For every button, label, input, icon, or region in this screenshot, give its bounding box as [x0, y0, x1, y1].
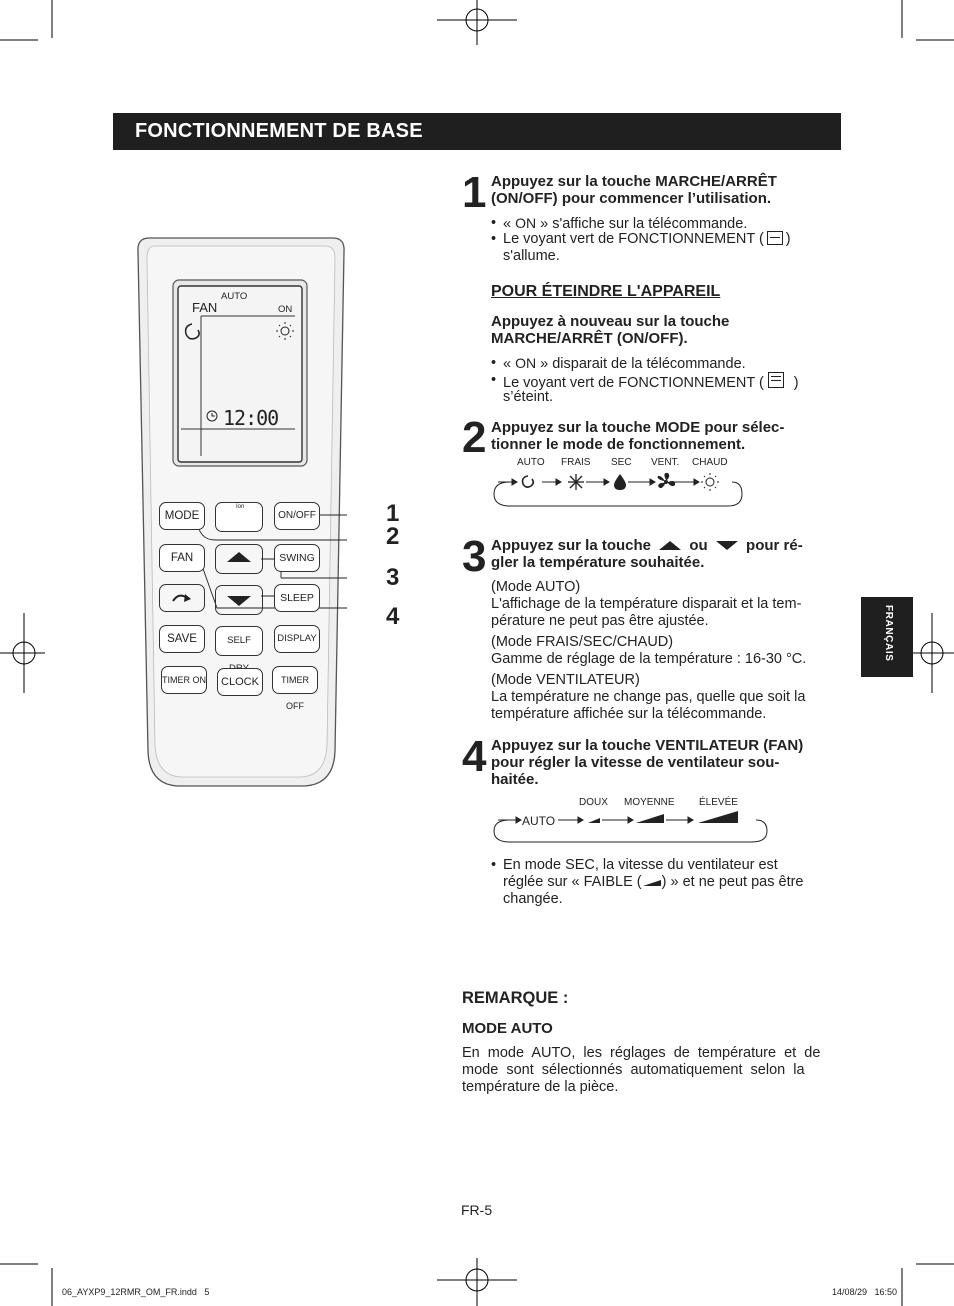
page-number: FR-5: [461, 1202, 493, 1218]
step-1-bullet-1: • « ON » s'affiche sur la télécommande.: [491, 215, 748, 232]
fan-speed-high-icon: [698, 811, 738, 823]
speed-label-auto: AUTO: [522, 814, 556, 828]
step-1-bullet-3: • « ON » disparait de la télécommande.: [491, 355, 746, 372]
step-3-vent-desc-line1: La température ne change pas, quelle que soit la: [491, 689, 806, 705]
fan-low-icon: [642, 877, 662, 887]
mode-label-vent: VENT.: [651, 457, 680, 468]
step-3-mode-vent: (Mode VENTILATEUR): [491, 672, 640, 688]
display-on: ON: [278, 304, 293, 315]
step-3-number: 3: [462, 532, 487, 581]
step-3-vent-desc-line2: température affichée sur la télécommande.: [491, 706, 767, 722]
turn-off-heading: POUR ÉTEINDRE L'APPAREIL: [491, 283, 721, 300]
timer-on-button-label: TIMER ON: [162, 675, 206, 685]
turn-off-title-line2: MARCHE/ARRÊT (ON/OFF).: [491, 330, 688, 347]
on-indicator: ON: [515, 215, 537, 231]
language-tab-label: FRANÇAIS: [883, 605, 894, 662]
step-3-title-line2: gler la température souhaitée.: [491, 554, 705, 571]
mode-label-auto: AUTO: [517, 457, 545, 468]
mode-label-chaud: CHAUD: [692, 457, 728, 468]
ion-button[interactable]: [215, 502, 263, 532]
turbo-button[interactable]: [159, 584, 205, 612]
step-1-title-line1: Appuyez sur la touche MARCHE/ARRÊT: [491, 173, 777, 190]
fan-mode-icon: [658, 473, 676, 488]
heat-mode-icon: [701, 473, 719, 491]
auto-mode-icon: [523, 476, 534, 487]
remark-subheading: MODE AUTO: [462, 1020, 553, 1037]
language-tab: [861, 597, 913, 677]
down-arrow-icon: [714, 539, 740, 551]
clock-button-label: CLOCK: [221, 676, 259, 688]
timer-off-button[interactable]: [272, 666, 318, 711]
mode-label-frais: FRAIS: [561, 457, 591, 468]
step-4-title-line2: pour régler la vitesse de ventilateur sou-: [491, 754, 780, 771]
callout-3: 3: [386, 564, 400, 591]
sleep-button-label: SLEEP: [280, 592, 314, 604]
step-4-title-line1: Appuyez sur la touche VENTILATEUR (FAN): [491, 737, 804, 754]
remark-line3: température de la pièce.: [462, 1079, 619, 1095]
operation-lamp-icon-off: [768, 372, 784, 388]
mode-label-sec: SEC: [611, 457, 632, 468]
remote-control: [135, 236, 347, 792]
display-button[interactable]: [274, 625, 320, 653]
mode-cycle-diagram: [490, 470, 750, 510]
temp-up-button[interactable]: [215, 544, 263, 574]
save-button-label: SAVE: [167, 633, 197, 645]
self-dry-button[interactable]: [215, 626, 263, 656]
fan-speed-low-icon: [588, 818, 600, 823]
operation-lamp-icon: [767, 231, 783, 245]
step-3-temp-range: Gamme de réglage de la température : 16-30 °C.: [491, 651, 807, 667]
display-auto: AUTO: [221, 291, 248, 302]
step-2-number: 2: [462, 413, 487, 462]
save-button[interactable]: [159, 625, 205, 653]
fan-speed-diagram: [490, 808, 772, 848]
section-header: [113, 113, 841, 150]
step-3-mode-frais: (Mode FRAIS/SEC/CHAUD): [491, 634, 674, 650]
display-button-label: DISPLAY: [277, 633, 317, 644]
temp-down-button[interactable]: [215, 585, 263, 615]
step-1-number: 1: [462, 168, 487, 217]
remark-line2: mode sont sélectionnés automatiquement selon la: [462, 1062, 805, 1078]
callout-4: 4: [386, 603, 400, 630]
section-title: FONCTIONNEMENT DE BASE: [135, 120, 423, 142]
on-indicator-2: ON: [515, 355, 537, 371]
speed-label-elevee: ÉLEVÉE: [699, 797, 738, 808]
remark-line1: En mode AUTO, les réglages de température et de: [462, 1045, 821, 1061]
step-2-title-line1: Appuyez sur la touche MODE pour sélec-: [491, 419, 785, 436]
swing-button[interactable]: [274, 544, 320, 572]
self-dry-button-label: SELF: [227, 635, 251, 646]
step-4-number: 4: [462, 732, 487, 781]
ion-button-label: Ion: [236, 504, 245, 510]
step-2-title-line2: tionner le mode de fonctionnement.: [491, 436, 746, 453]
speed-label-moyenne: MOYENNE: [624, 797, 675, 808]
step-3-mode-auto: (Mode AUTO): [491, 579, 581, 595]
clock-button[interactable]: [217, 668, 263, 696]
up-arrow-icon: [657, 539, 683, 551]
callout-1: 1: [386, 500, 400, 527]
swing-button-label: SWING: [279, 552, 315, 564]
sleep-button[interactable]: [274, 584, 320, 612]
step-3-auto-desc-line1: L'affichage de la température disparait et la tem-: [491, 596, 802, 612]
footer-date: 14/08/29 16:50: [832, 1287, 898, 1297]
callout-2: 2: [386, 523, 400, 550]
turn-off-title-line1: Appuyez à nouveau sur la touche: [491, 313, 730, 330]
onoff-button[interactable]: [274, 502, 320, 530]
display-clock: 12:00: [223, 406, 279, 430]
fan-speed-medium-icon: [636, 814, 664, 823]
fan-button[interactable]: [159, 544, 205, 572]
step-3-title-line1: Appuyez sur la touche ou pour ré-: [491, 537, 803, 554]
mode-button[interactable]: [159, 502, 205, 530]
timer-on-button[interactable]: [161, 666, 207, 694]
display-fan: FAN: [192, 300, 218, 315]
remark-heading: REMARQUE :: [462, 989, 569, 1007]
cool-mode-icon: [568, 474, 584, 490]
fan-button-label: FAN: [170, 552, 194, 564]
step-4-bullet: • En mode SEC, la vitesse du ventilateur est réglée sur « FAIBLE ( ) » et ne peut pas être changée.: [491, 857, 804, 907]
onoff-button-label: ON/OFF: [278, 510, 316, 521]
step-1-bullet-4: • Le voyant vert de FONCTIONNEMENT ( ) s’éteint.: [491, 372, 799, 405]
footer-filename: 06_AYXP9_12RMR_OM_FR.indd 5: [62, 1287, 210, 1297]
speed-label-doux: DOUX: [579, 797, 608, 808]
dry-mode-icon: [614, 474, 626, 490]
step-1-title-line2: (ON/OFF) pour commencer l’utilisation.: [491, 190, 772, 207]
step-4-title-line3: haitée.: [491, 771, 539, 788]
step-1-bullet-2: • Le voyant vert de FONCTIONNEMENT ( ) s'allume.: [491, 231, 791, 264]
step-3-auto-desc-line2: pérature ne peut pas être ajustée.: [491, 613, 709, 629]
timer-off-button-label: TIMER OFF: [281, 675, 309, 711]
mode-button-label: MODE: [164, 510, 200, 522]
